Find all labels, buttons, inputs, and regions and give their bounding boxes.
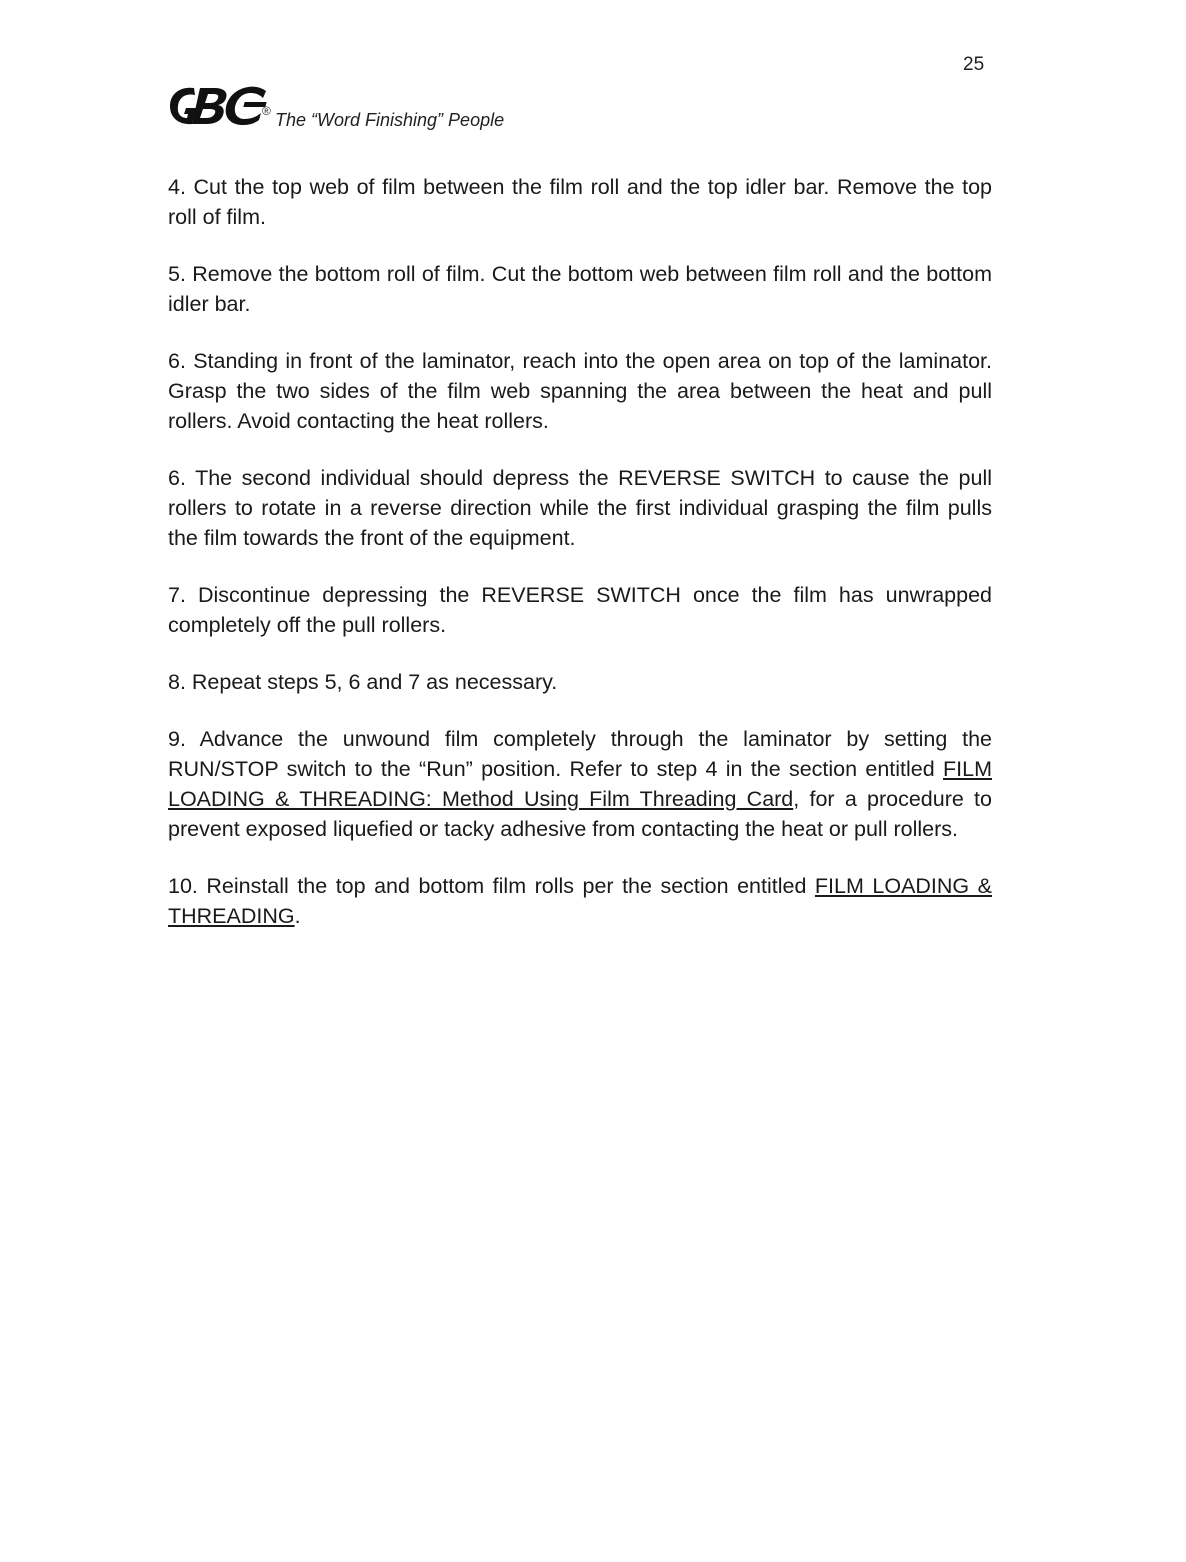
step-10-text-after: . xyxy=(294,904,301,928)
registered-mark: ® xyxy=(262,104,271,118)
film-threading-card-reference: FILM LOADING & THREADING: Method Using Film Threading Card xyxy=(168,757,992,811)
step-9-text-before: 9. Advance the unwound film completely through the laminator by setting the RUN/STOP switch to the “Run” position. Refer to step 4 in the section entitled xyxy=(168,727,992,781)
step-7: 7. Discontinue depressing the REVERSE SWITCH once the film has unwrapped completely off the pull rollers. xyxy=(168,583,992,637)
step-8: 8. Repeat steps 5, 6 and 7 as necessary. xyxy=(168,670,558,694)
tagline: The “Word Finishing” People xyxy=(275,110,505,130)
step-10-text-before: 10. Reinstall the top and bottom film rolls per the section entitled xyxy=(168,874,815,898)
step-4: 4. Cut the top web of film between the film roll and the top idler bar. Remove the top roll of film. xyxy=(168,175,992,229)
step-6b: 6. The second individual should depress the REVERSE SWITCH to cause the pull rollers to rotate in a reverse direction while the first individual grasping the film pulls the film towards the front of the equipment. xyxy=(168,466,992,550)
step-9-text-after: , for a procedure to prevent exposed liquefied or tacky adhesive from contacting the heat or pull rollers. xyxy=(168,787,992,841)
step-5: 5. Remove the bottom roll of film. Cut the bottom web between film roll and the bottom idler bar. xyxy=(168,262,992,316)
header xyxy=(166,82,666,132)
step-9 xyxy=(168,724,992,844)
page-number: 25 xyxy=(963,54,985,75)
document-body xyxy=(168,172,992,958)
film-loading-reference: FILM LOADING & THREADING xyxy=(168,874,992,928)
step-6a: 6. Standing in front of the laminator, reach into the open area on top of the laminator. Grasp the two sides of the film web spanning the area between the heat and pull rollers. Avoid contacting the heat rollers. xyxy=(168,349,992,433)
step-10 xyxy=(168,871,992,931)
